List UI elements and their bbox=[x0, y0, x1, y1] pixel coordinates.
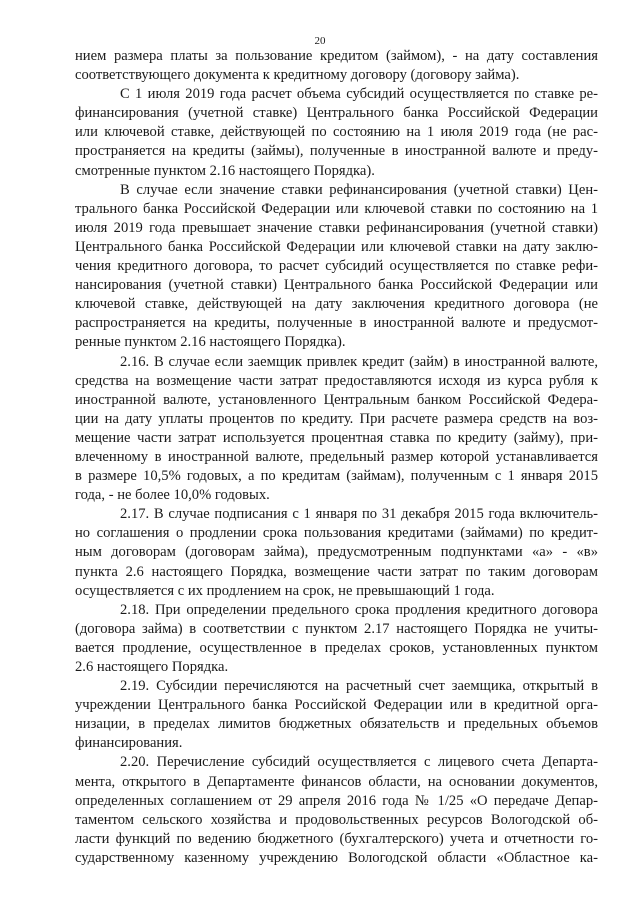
text-line: нием размера платы за пользование кредитом (займом), - на дату составления bbox=[75, 48, 598, 64]
text-line: или ключевой ставке, действующей по состоянию на 1 июля 2019 года (не рас- bbox=[75, 124, 598, 141]
text-line: июля 2019 года превышает значение ставки рефинансирования (учетной ставки) bbox=[75, 219, 598, 236]
text-line: 2.6 настоящего Порядка. bbox=[75, 659, 229, 675]
page-number: 20 bbox=[314, 35, 326, 47]
text-line: ным договорам (договорам займа), предусмотренным подпунктами «а» - «в» bbox=[75, 544, 598, 561]
text-line: соответствующего документа к кредитному договору (договору займа). bbox=[75, 67, 520, 84]
paragraph-first-line: С 1 июля 2019 года расчет объема субсидий осуществляется по ставке ре- bbox=[120, 86, 598, 103]
text-line: смотренные пунктом 2.16 настоящего Порядка). bbox=[75, 162, 375, 179]
text-line: пункта 2.6 настоящего Порядка, возмещение части затрат по таким договорам bbox=[75, 563, 598, 580]
text-line: финансирования. bbox=[75, 735, 183, 752]
text-line: в размере 10,5% годовых, а по кредитам (займам), полученным с 1 января 2015 bbox=[75, 468, 598, 485]
text-line: таментом сельского хозяйства и продовольственных ресурсов Вологодской об- bbox=[75, 811, 598, 828]
text-line: иностранной валюте, установленного Центральным банком Российской Федера- bbox=[75, 391, 598, 408]
paragraph-first-line: 2.17. В случае подписания с 1 января по 31 декабря 2015 года включитель- bbox=[120, 506, 598, 523]
paragraph-first-line: 2.19. Субсидии перечисляются на расчетный счет заемщика, открытый в bbox=[120, 678, 598, 695]
text-line: (договора займа) в соответствии с пунктом 2.17 настоящего Порядка не учиты- bbox=[75, 620, 598, 637]
text-line: финансирования (учетной ставке) Центрального банка Российской Федерации bbox=[75, 105, 598, 122]
text-line: мента, открытого в Департаменте финансов области, на основании документов, bbox=[75, 773, 598, 790]
text-line: чения кредитного договора, то расчет субсидий осуществляется по ставке рефи- bbox=[75, 258, 598, 275]
text-line: нансирования (учетной ставки) Центрального банка Российской Федерации или bbox=[75, 277, 598, 294]
paragraph-first-line: 2.16. В случае если заемщик привлек кредит (займ) в иностранной валюте, bbox=[120, 353, 598, 370]
paragraph-first-line: В случае если значение ставки рефинансирования (учетной ставки) Цен- bbox=[120, 181, 598, 198]
text-line: ции на дату уплаты процентов по кредиту. При расчете размера средств на воз- bbox=[75, 410, 598, 427]
text-line: определенных соглашением от 29 апреля 2016 года № 1/25 «О передаче Депар- bbox=[75, 792, 598, 809]
text-line: сударственному казенному учреждению Вологодской области «Областное ка- bbox=[75, 849, 598, 866]
text-line: ренные пунктом 2.16 настоящего Порядка). bbox=[75, 334, 346, 351]
document-body bbox=[75, 47, 598, 868]
text-line: ключевой ставке, действующей на дату заключения кредитного договора (не bbox=[75, 296, 598, 313]
text-line: Центрального банка Российской Федерации или ключевой ставки на дату заклю- bbox=[75, 238, 598, 255]
text-line: трального банка Российской Федерации или ключевой ставки по состоянию на 1 bbox=[75, 200, 598, 217]
text-line: учреждении Центрального банка Российской Федерации или в кредитной орга- bbox=[75, 697, 598, 714]
text-line: ласти функций по ведению бюджетного (бухгалтерского) учета и отчетности го- bbox=[75, 830, 598, 847]
paragraph-first-line: 2.20. Перечисление субсидий осуществляется с лицевого счета Департа- bbox=[120, 754, 598, 771]
text-line: вается продление, осуществленное в пределах сроков, установленных пунктом bbox=[75, 639, 598, 656]
text-line: влеченному в иностранной валюте, предельный размер которой устанавливается bbox=[75, 448, 598, 465]
text-line: мещение части затрат используется процентная ставка по кредиту (займу), при- bbox=[75, 429, 598, 446]
text-line: пространяется на кредиты (займы), полученные в иностранной валюте и преду- bbox=[75, 143, 598, 160]
paragraph-first-line: 2.18. При определении предельного срока продления кредитного договора bbox=[120, 601, 598, 618]
text-line: распространяется на кредиты, полученные в иностранной валюте и предусмот- bbox=[75, 315, 598, 332]
text-line: средства на возмещение части затрат предоставляются исходя из курса рубля к bbox=[75, 372, 598, 389]
text-line: осуществляется с их продлением на срок, не превышающий 1 года. bbox=[75, 582, 495, 599]
text-line: года, - не более 10,0% годовых. bbox=[75, 487, 270, 504]
text-line: но соглашения о продлении срока пользования кредитами (займами) по кредит- bbox=[75, 525, 598, 542]
text-line: низации, в пределах лимитов бюджетных обязательств и предельных объемов bbox=[75, 716, 598, 733]
